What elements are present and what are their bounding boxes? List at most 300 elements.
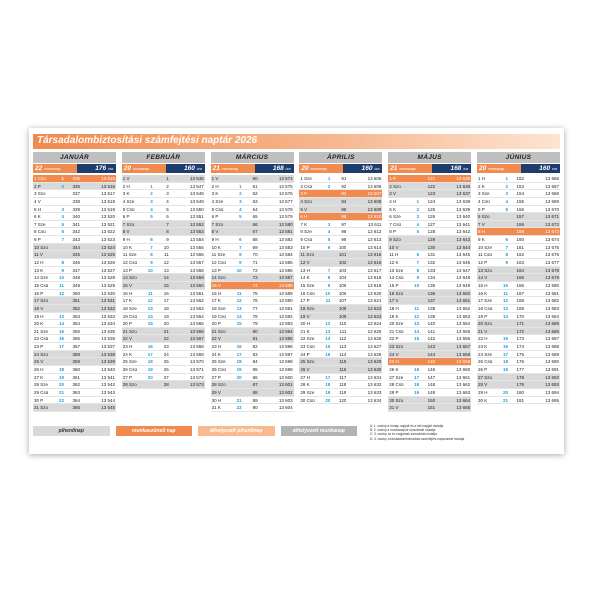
day-label: 21 Szo (211, 328, 226, 334)
day-row (122, 374, 205, 382)
day-row (299, 397, 382, 405)
day-list (122, 175, 205, 389)
year-day-index: 69 (252, 244, 258, 250)
year-day-index: 126 (427, 214, 436, 220)
year-day-index: 166 (516, 282, 524, 288)
day-row (388, 305, 471, 313)
day-label: 13 H (300, 267, 310, 273)
tb-day-number: 13 530 (101, 290, 115, 296)
tb-day-number: 13 566 (190, 328, 204, 334)
tb-day-number: 13 542 (101, 382, 115, 388)
year-day-index: 88 (252, 389, 258, 395)
year-day-index: 134 (427, 275, 436, 281)
day-label: 29 H (477, 389, 488, 395)
workday-index: 11 (59, 282, 64, 288)
workday-index: 6 (150, 237, 153, 243)
tb-day-number: 13 579 (278, 214, 293, 220)
day-row (211, 328, 294, 336)
day-label: 16 Szo (389, 290, 404, 296)
year-day-index: 77 (252, 305, 258, 311)
year-day-index: 350 (72, 290, 80, 296)
day-label: 5 H (34, 206, 42, 212)
tb-day-number: 13 582 (278, 237, 293, 243)
year-day-index: 181 (516, 397, 524, 403)
year-day-index: 354 (72, 321, 80, 327)
day-row (299, 297, 382, 305)
day-row (477, 297, 560, 305)
workday-index: 11 (148, 290, 153, 296)
day-label: 1 P (389, 176, 396, 181)
hour-unit: óra (551, 167, 557, 171)
day-label: 25 Sze (211, 359, 226, 365)
year-day-index: 356 (72, 336, 80, 342)
day-label: 7 Sze (34, 221, 46, 227)
day-label: 26 Csü (122, 367, 138, 373)
day-row (33, 290, 116, 298)
tb-day-number: 13 618 (367, 275, 382, 281)
workday-index: 2 (61, 183, 64, 189)
year-day-index: 143 (427, 344, 436, 350)
year-day-index: 135 (427, 282, 436, 288)
day-row (388, 259, 471, 267)
day-label: 2 Csü (300, 183, 313, 189)
day-label: 24 K (122, 351, 133, 357)
tb-day-number: 13 589 (278, 290, 293, 296)
year-day-index: 125 (427, 206, 436, 212)
day-row (122, 282, 205, 290)
day-row (33, 198, 116, 206)
tb-day-number: 13 615 (367, 252, 382, 258)
day-row (299, 198, 382, 206)
day-row (477, 290, 560, 298)
tb-day-number: 13 580 (278, 221, 293, 227)
day-label: 3 P (300, 191, 308, 197)
day-label: 28 K (300, 382, 310, 388)
tb-day-number: 13 515 (101, 176, 115, 181)
day-row (299, 320, 382, 328)
day-row (477, 228, 560, 236)
year-day-index: 8 (166, 229, 169, 235)
workday-count (299, 164, 343, 173)
workday-index: 13 (58, 313, 64, 319)
tb-day-number: 13 622 (367, 305, 382, 311)
day-label: 7 K (300, 221, 308, 227)
year-day-index: 10 (163, 244, 169, 250)
day-label: 19 K (389, 313, 399, 319)
day-label: 25 Sze (122, 359, 137, 365)
tb-day-number: 13 654 (456, 321, 471, 327)
day-label: 22 P (389, 336, 399, 342)
day-row (299, 282, 382, 290)
workday-index (321, 305, 330, 312)
day-row (211, 175, 294, 183)
tb-day-number: 13 568 (190, 344, 204, 350)
day-row (299, 206, 382, 214)
year-day-index: 93 (341, 191, 347, 197)
tb-day-number: 13 523 (101, 237, 115, 243)
year-day-index: 358 (72, 351, 80, 357)
tb-day-number: 13 584 (278, 252, 293, 258)
year-day-index: 78 (252, 313, 258, 319)
day-label: 11 Sze (122, 252, 137, 258)
day-label: 5 K (389, 206, 396, 212)
workday-index: 18 (325, 382, 331, 388)
day-label: 4 Sze (211, 198, 224, 204)
tb-day-number: 13 656 (456, 336, 471, 342)
tb-day-number: 13 581 (278, 229, 293, 235)
day-label: 8 Sze (300, 229, 312, 235)
workday-index: 2 (239, 191, 242, 197)
day-label: 19 Csü (211, 313, 226, 319)
day-label: 3 V (389, 191, 396, 197)
tb-day-number: 13 544 (101, 397, 115, 403)
tb-day-number: 13 690 (545, 359, 559, 365)
year-day-index: 123 (427, 191, 436, 197)
day-row (33, 282, 116, 290)
day-label: 14 Szo (122, 275, 137, 281)
day-row (299, 221, 382, 229)
workday-index: 11 (414, 305, 420, 311)
day-label: 20 Sze (389, 321, 404, 327)
day-label: 11 Szo (300, 252, 315, 258)
workday-index (410, 236, 419, 243)
tb-day-number: 13 564 (190, 313, 204, 319)
workday-index (499, 374, 508, 381)
year-day-index: 345 (72, 252, 80, 258)
day-label: 21 Szo (122, 328, 137, 334)
tb-day-number: 13 617 (367, 267, 382, 273)
tb-day-number: 13 551 (190, 214, 204, 220)
day-label: 16 H (122, 290, 133, 296)
tb-day-number: 13 693 (545, 382, 559, 388)
day-row (122, 328, 205, 336)
workday-index: 4 (61, 214, 64, 220)
day-label: 24 V (389, 351, 399, 357)
day-label: 25 H (389, 359, 399, 365)
workday-number: 21 (212, 165, 220, 172)
tb-day-number: 13 652 (456, 305, 471, 311)
year-day-index: 364 (72, 397, 80, 403)
year-day-index: 26 (163, 367, 169, 373)
day-row (477, 198, 560, 206)
workday-index: 15 (502, 336, 508, 342)
day-row (122, 343, 205, 351)
day-label: 12 P (477, 260, 488, 266)
day-row (122, 290, 205, 298)
day-list (211, 175, 294, 412)
tb-day-number: 13 520 (101, 214, 115, 220)
tb-day-number: 13 563 (190, 305, 204, 311)
workday-index (499, 328, 508, 335)
workday-index: 13 (147, 305, 153, 311)
workday-index (321, 198, 330, 205)
tb-day-number: 13 594 (278, 328, 293, 334)
year-day-index: 177 (516, 367, 524, 373)
tb-day-number: 13 691 (545, 367, 559, 373)
day-label: 29 V (211, 389, 221, 395)
hour-count (77, 164, 116, 173)
day-label: 10 Szo (34, 244, 49, 250)
hour-number: 176 (95, 165, 107, 172)
year-day-index: 87 (252, 382, 258, 388)
day-label: 15 P (389, 282, 399, 288)
day-label: 18 Szo (300, 305, 315, 311)
tb-day-number: 13 586 (278, 267, 293, 273)
tb-day-number: 13 667 (545, 183, 559, 189)
workday-index: 5 (416, 229, 420, 235)
workday-count (388, 164, 432, 173)
day-row (211, 213, 294, 221)
year-day-index: 2 (166, 183, 169, 189)
day-row (477, 374, 560, 382)
tb-day-number: 13 545 (101, 405, 115, 411)
workday-index (321, 259, 330, 266)
day-label: 21 K (300, 328, 310, 334)
day-label: 6 H (300, 214, 308, 220)
year-day-index: 106 (338, 290, 347, 296)
month-name: FEBRUÁR (122, 152, 205, 163)
day-label: 28 Sze (34, 382, 49, 388)
tb-day-number: 13 560 (190, 282, 204, 288)
workday-index: 13 (502, 305, 508, 311)
day-row (122, 335, 205, 343)
tb-day-number: 13 600 (278, 374, 293, 380)
day-label: 21 V (477, 328, 488, 334)
workday-index: 17 (147, 351, 153, 357)
year-day-index: 142 (427, 336, 436, 342)
tb-day-number: 13 658 (456, 351, 471, 357)
day-label: 22 Sze (300, 336, 315, 342)
hour-number: 168 (450, 165, 462, 172)
tb-day-number: 13 535 (101, 328, 115, 334)
year-day-index: 179 (516, 382, 524, 388)
year-day-index: 158 (516, 221, 524, 227)
month-summary (122, 164, 205, 173)
tb-day-number: 13 528 (101, 275, 115, 281)
workday-index: 2 (327, 183, 331, 189)
year-day-index: 25 (163, 359, 169, 365)
year-day-index: 344 (72, 244, 80, 250)
workday-index (499, 228, 508, 235)
workday-index: 16 (147, 344, 153, 350)
year-day-index: 180 (516, 389, 524, 395)
day-row (388, 183, 471, 191)
tb-day-number: 13 616 (367, 260, 382, 266)
day-label: 27 P (211, 374, 221, 380)
year-day-index: 76 (252, 298, 258, 304)
day-row (477, 328, 560, 336)
year-day-index: 80 (252, 328, 258, 334)
year-day-index: 150 (427, 397, 436, 403)
tb-day-number: 13 573 (190, 382, 204, 388)
workday-index (410, 183, 419, 190)
workday-index (144, 282, 153, 289)
day-row (388, 221, 471, 229)
year-day-index: 128 (427, 229, 436, 235)
workday-index: 1 (327, 176, 331, 181)
day-list (388, 175, 471, 412)
day-label: 9 P (34, 237, 41, 243)
workday-index (410, 404, 419, 411)
day-label: 20 K (34, 321, 44, 327)
year-day-index: 340 (72, 214, 80, 220)
day-label: 27 K (34, 374, 44, 380)
month-summary (211, 164, 294, 173)
tb-day-number: 13 663 (456, 389, 471, 395)
day-label: 17 P (300, 298, 310, 304)
day-row (388, 297, 471, 305)
workday-index: 13 (236, 305, 242, 311)
tb-day-number: 13 601 (278, 382, 293, 388)
year-day-index: 132 (427, 260, 436, 266)
day-label: 26 Csü (211, 367, 226, 373)
tb-day-number: 13 676 (545, 252, 559, 258)
workday-index: 4 (239, 206, 242, 212)
day-row (388, 358, 471, 366)
year-day-index: 115 (339, 359, 347, 365)
workday-index (410, 244, 419, 251)
month-name: MÁRCIUS (211, 152, 294, 163)
workday-index (410, 351, 419, 358)
year-day-index: 124 (427, 198, 436, 204)
day-row (211, 259, 294, 267)
tb-day-number: 13 597 (278, 351, 293, 357)
workday-index: 5 (150, 214, 153, 220)
year-day-index: 4 (166, 198, 169, 204)
tb-day-number: 13 548 (190, 191, 204, 197)
month-summary (388, 164, 471, 173)
month-summary (299, 164, 382, 173)
year-day-index: 160 (516, 237, 524, 243)
day-row (211, 343, 294, 351)
tb-day-number: 13 605 (367, 176, 382, 181)
year-day-index: 139 (427, 313, 436, 319)
year-day-index: 65 (252, 214, 258, 220)
workday-index: 10 (236, 267, 242, 273)
tb-day-number: 13 677 (545, 260, 559, 266)
workday-index: 10 (325, 290, 331, 296)
workday-count (211, 164, 255, 173)
day-label: 3 K (211, 191, 219, 197)
tb-day-number: 13 633 (367, 389, 382, 395)
year-day-index: 167 (516, 290, 524, 296)
workday-index: 4 (416, 221, 420, 227)
year-day-index: 104 (338, 275, 347, 281)
day-row (388, 175, 471, 183)
workday-index (233, 221, 242, 228)
hour-number: 168 (272, 165, 284, 172)
day-row (211, 320, 294, 328)
tb-day-number: 13 659 (456, 359, 471, 365)
tb-day-number: 13 539 (101, 359, 115, 365)
day-row (388, 313, 471, 321)
tb-day-number: 13 670 (545, 206, 559, 212)
tb-day-number: 13 524 (101, 244, 115, 250)
day-label: 10 K (122, 244, 133, 250)
day-label: 7 V (477, 221, 485, 227)
workday-index: 8 (327, 275, 331, 281)
day-label: 4 V (34, 198, 41, 204)
workday-index: 14 (58, 321, 64, 327)
day-row (299, 374, 382, 382)
workday-index (499, 267, 508, 274)
workday-index (144, 274, 153, 281)
tb-day-number: 13 685 (545, 321, 559, 327)
day-label: 23 Csü (300, 344, 315, 350)
year-day-index: 107 (338, 298, 347, 304)
day-label: 22 V (122, 336, 133, 342)
workday-index: 6 (327, 244, 331, 250)
tb-day-number: 13 695 (545, 397, 559, 403)
workday-index: 6 (239, 237, 242, 243)
workday-index: 6 (61, 229, 64, 235)
day-row (122, 259, 205, 267)
workday-index: 19 (58, 374, 64, 380)
year-day-index: 171 (516, 321, 524, 327)
tb-day-number: 13 612 (367, 229, 382, 235)
year-day-index: 152 (516, 176, 524, 181)
footnote: D: 4. oszlop a társadalombiztosítási számfejtés napszámát mutatja (370, 436, 465, 441)
workday-index (233, 381, 242, 388)
day-row (211, 282, 294, 290)
year-day-index: 63 (252, 198, 258, 204)
year-day-index: 129 (427, 237, 436, 243)
tb-day-number: 13 651 (456, 298, 471, 304)
day-label: 29 P (389, 389, 399, 395)
day-label: 26 P (477, 367, 488, 373)
workday-index: 21 (502, 397, 508, 403)
footnote: B: 2. oszlop a munkanapok sorszámát mutatja (370, 428, 436, 433)
year-day-index: 99 (341, 237, 347, 243)
workday-index (499, 274, 508, 281)
tb-day-number: 13 664 (456, 397, 471, 403)
tb-day-number: 13 574 (278, 176, 293, 181)
year-day-index: 360 (72, 367, 80, 373)
day-row (33, 259, 116, 267)
day-label: 5 V (300, 206, 308, 212)
tb-day-number: 13 637 (456, 191, 471, 197)
tb-day-number: 13 561 (190, 290, 204, 296)
day-label: 5 Csü (122, 206, 135, 212)
workday-index: 17 (502, 351, 508, 357)
tb-day-number: 13 578 (278, 206, 293, 212)
tb-day-number: 13 521 (101, 221, 115, 227)
tb-day-number: 13 644 (456, 244, 471, 250)
day-label: 24 Sze (477, 351, 492, 357)
tb-day-number: 13 558 (190, 267, 204, 273)
year-day-index: 343 (72, 237, 80, 243)
day-label: 22 H (477, 336, 488, 342)
day-label: 31 K (211, 405, 221, 411)
year-day-index: 7 (166, 221, 169, 227)
year-day-index: 346 (72, 260, 80, 266)
day-label: 13 Sze (389, 267, 404, 273)
day-row (122, 366, 205, 374)
workday-index: 18 (502, 359, 508, 365)
year-day-index: 147 (427, 374, 436, 380)
day-row (33, 313, 116, 321)
workday-index: 1 (61, 176, 64, 181)
day-label: 3 Sze (477, 191, 490, 197)
year-day-index: 68 (252, 237, 258, 243)
day-row (388, 213, 471, 221)
tb-day-number: 13 550 (190, 206, 204, 212)
workday-index (55, 358, 64, 365)
day-label: 14 Csü (389, 275, 404, 281)
day-row (211, 274, 294, 282)
tb-day-number: 13 634 (367, 397, 382, 403)
workday-index: 12 (325, 321, 331, 327)
